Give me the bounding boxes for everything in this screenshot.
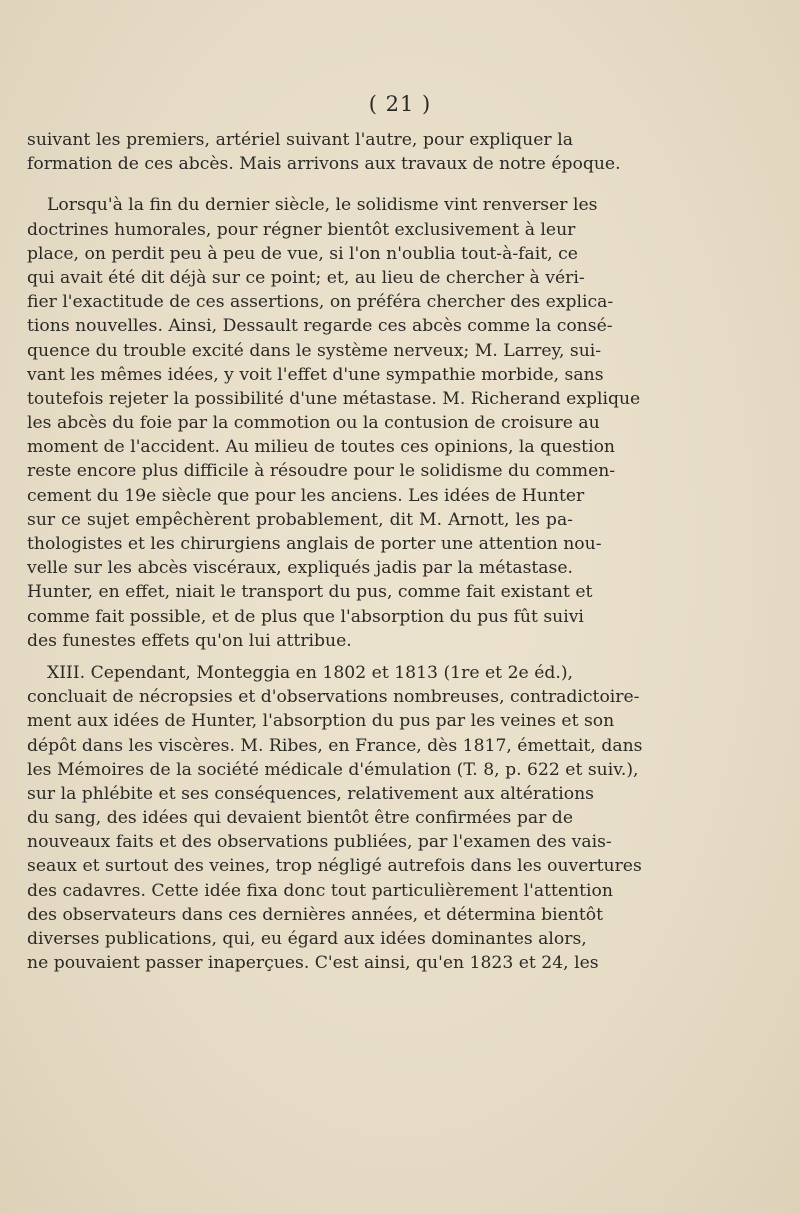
paragraph — [27, 193, 641, 653]
text-line: sur ce sujet empêchèrent probablement, dit M. Arnott, les pa- — [27, 509, 573, 530]
text-line: comme fait possible, et de plus que l'absorption du pus fût suivi — [27, 606, 584, 627]
body-text — [27, 128, 643, 975]
text-line: diverses publications, qui, eu égard aux idées dominantes alors, — [27, 929, 587, 949]
text-line: sur la phlébite et ses conséquences, relativement aux altérations — [27, 783, 594, 804]
text-line: du sang, des idées qui devaient bientôt être confirmées par de — [27, 808, 573, 829]
paragraph — [27, 661, 643, 975]
text-line: dépôt dans les viscères. M. Ribes, en France, dès 1817, émettait, dans — [27, 735, 643, 756]
text-line: cement du 19e siècle que pour les anciens. Les idées de Hunter — [27, 485, 585, 506]
text-line: place, on perdit peu à peu de vue, si l'on n'oublia tout-à-fait, ce — [27, 243, 578, 264]
text-line: des funestes effets qu'on lui attribue. — [27, 630, 352, 651]
text-line: Hunter, en effet, niait le transport du pus, comme fait existant et — [27, 582, 593, 603]
text-line: Lorsqu'à la fin du dernier siècle, le solidisme vint renverser les — [47, 195, 598, 216]
text-line: vant les mêmes idées, y voit l'effet d'une sympathie morbide, sans — [27, 364, 604, 385]
text-line: toutefois rejeter la possibilité d'une métastase. M. Richerand explique — [27, 388, 641, 409]
page-number: ( 21 ) — [368, 92, 432, 116]
text-line: les Mémoires de la société médicale d'émulation (T. 8, p. 622 et suiv.), — [27, 759, 639, 780]
text-line: des cadavres. Cette idée fixa donc tout particulièrement l'attention — [27, 880, 613, 901]
text-line: ment aux idées de Hunter, l'absorption du pus par les veines et son — [27, 711, 615, 732]
text-line: velle sur les abcès viscéraux, expliqués jadis par la métastase. — [27, 558, 573, 579]
text-line: fier l'exactitude de ces assertions, on préféra chercher des explica- — [27, 292, 614, 313]
text-line: les abcès du foie par la commotion ou la contusion de croisure au — [27, 413, 600, 434]
text-line: thologistes et les chirurgiens anglais de porter une attention nou- — [27, 534, 602, 554]
text-line: quence du trouble excité dans le système nerveux; M. Larrey, sui- — [27, 340, 602, 361]
text-line: nouveaux faits et des observations publiées, par l'examen des vais- — [27, 832, 612, 853]
text-line: ne pouvaient passer inaperçues. C'est ainsi, qu'en 1823 et 24, les — [27, 953, 599, 974]
text-line: XIII. Cependant, Monteggia en 1802 et 1813 (1re et 2e éd.), — [47, 662, 573, 683]
text-line: qui avait été dit déjà sur ce point; et, au lieu de chercher à véri- — [27, 267, 585, 288]
text-line: des observateurs dans ces dernières années, et détermina bientôt — [27, 904, 604, 925]
paragraph — [27, 128, 621, 176]
text-line: seaux et surtout des veines, trop négligé autrefois dans les ouvertures — [27, 856, 642, 877]
text-line: tions nouvelles. Ainsi, Dessault regarde ces abcès comme la consé- — [27, 316, 613, 337]
text-line: concluait de nécropsies et d'observations nombreuses, contradictoire- — [27, 687, 640, 708]
text-line: moment de l'accident. Au milieu de toutes ces opinions, la question — [27, 437, 616, 458]
text-line: formation de ces abcès. Mais arrivons aux travaux de notre époque. — [27, 154, 621, 175]
text-line: suivant les premiers, artériel suivant l'autre, pour expliquer la — [27, 130, 573, 150]
text-line: reste encore plus difficile à résoudre pour le solidisme du commen- — [27, 461, 616, 482]
text-line: doctrines humorales, pour régner bientôt exclusivement à leur — [27, 219, 576, 240]
